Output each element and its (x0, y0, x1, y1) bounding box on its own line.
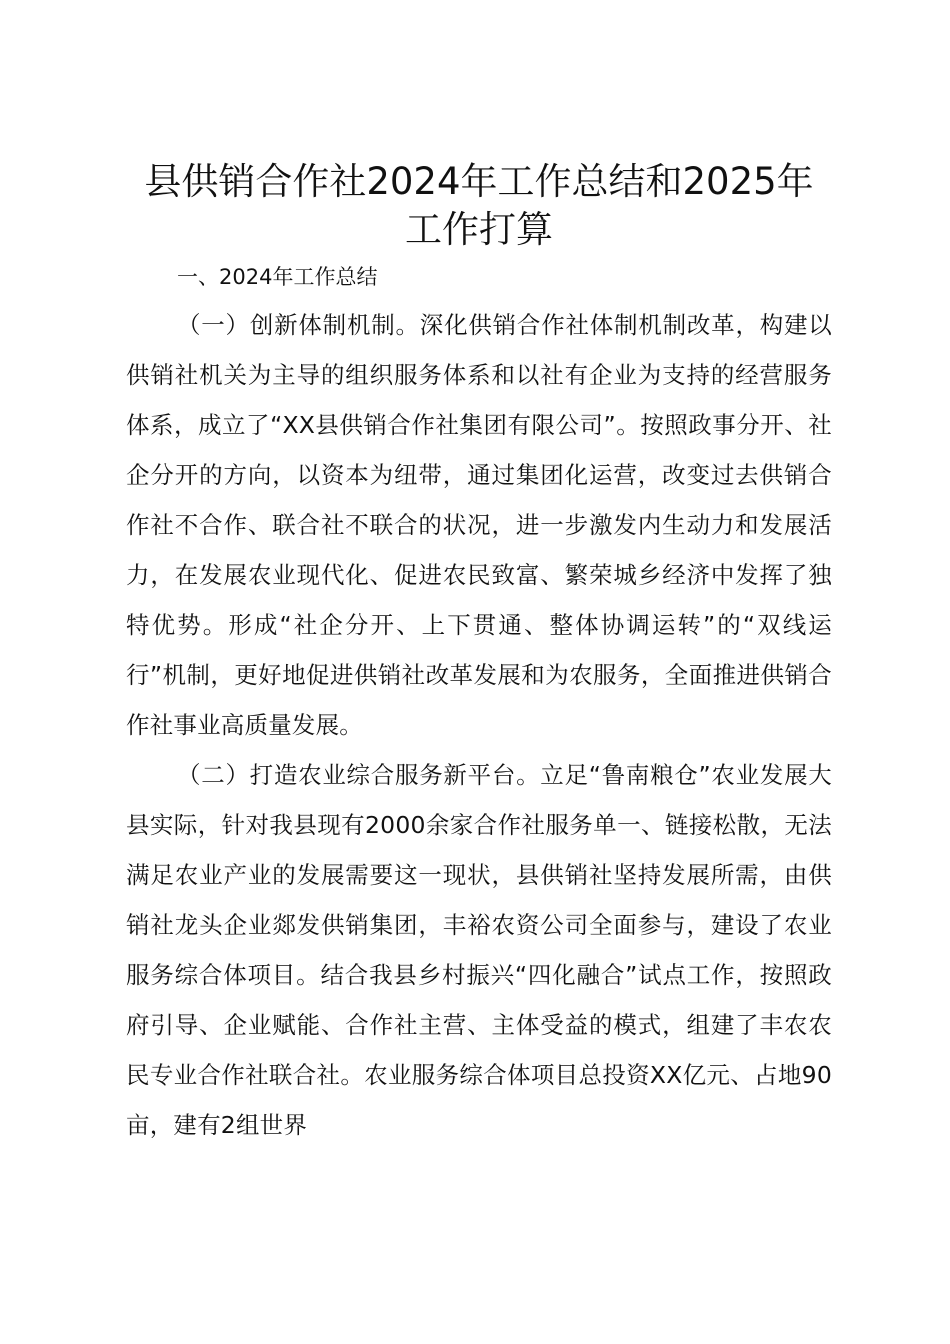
paragraph-innovation: （一）创新体制机制。深化供销合作社体制机制改革，构建以供销社机关为主导的组织服务体系和以社有企业为支持的经营服务体系，成立了“XX县供销合作社集团有限公司”。按照政事分开、社企分开的方向，以资本为纽带，通过集团化运营，改变过去供销合作社不合作、联合社不联合的状况，进一步激发内生动力和发展活力，在发展农业现代化、促进农民致富、繁荣城乡经济中发挥了独特优势。形成“社企分开、上下贯通、整体协调运转”的“双线运行”机制，更好地促进供销社改革发展和为农服务，全面推进供销合作社事业高质量发展。 (126, 311, 832, 739)
document-page (126, 158, 832, 1150)
document-title: 县供销合作社2024年工作总结和2025年工作打算 (144, 160, 814, 251)
paragraph-platform: （二）打造农业综合服务新平台。立足“鲁南粮仓”农业发展大县实际，针对我县现有2000余家合作社服务单一、链接松散，无法满足农业产业的发展需要这一现状，县供销社坚持发展所需，由供销社龙头企业郯发供销集团，丰裕农资公司全面参与，建设了农业服务综合体项目。结合我县乡村振兴“四化融合”试点工作，按照政府引导、企业赋能、合作社主营、主体受益的模式，组建了丰农农民专业合作社联合社。农业服务综合体项目总投资XX亿元、占地90亩，建有2组世界 (126, 761, 832, 1139)
section-heading-1: 一、2024年工作总结 (177, 265, 378, 289)
